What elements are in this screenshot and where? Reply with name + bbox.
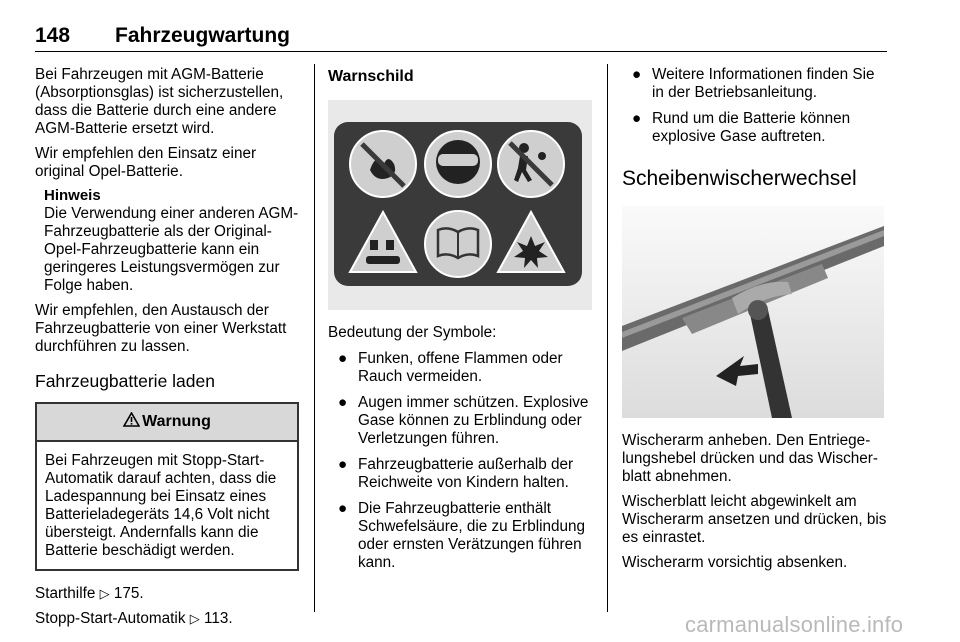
- paragraph: Bei Fahrzeugen mit AGM-Batterie (Absorptionsglas) ist sicherzustellen, dass die Batterie durch eine andere AGM-Batterie ersetzt wird.: [35, 66, 284, 137]
- list-item: ● Augen immer schützen. Explosive Gase können zu Erblindung oder Verletzungen führen.: [338, 394, 589, 447]
- reference-page[interactable]: 175.: [113, 585, 144, 602]
- column-divider: [607, 64, 608, 612]
- page-title: Fahrzeugwartung: [115, 24, 291, 47]
- warning-title: Warnung: [142, 413, 211, 430]
- column-left: [35, 66, 299, 628]
- read-manual-icon: [425, 211, 491, 277]
- battery-warning-sign-image: [328, 100, 592, 310]
- watermark: carmanualsonline.info: [685, 612, 904, 637]
- column-middle: [328, 66, 593, 572]
- note-text: Die Verwendung einer anderen AGM-Fahrzeugbatterie als der Original-Opel-Fahrzeugbatterie kann ein geringeres Leistungsvermögen zur Folge haben.: [44, 205, 299, 294]
- list-item: ● Funken, offene Flammen oder Rauch vermeiden.: [338, 350, 563, 385]
- section-heading: Fahrzeugbatterie laden: [35, 371, 215, 391]
- page-ref-arrow-icon: ▷: [189, 611, 200, 626]
- bullet-icon: ●: [632, 110, 642, 127]
- symbol-meaning-list: [328, 350, 593, 572]
- page-header: [35, 22, 887, 52]
- reference-page[interactable]: 113.: [203, 610, 233, 627]
- paragraph: Wischerarm vorsichtig absenken.: [622, 554, 848, 571]
- reference-label: Stopp-Start-Automatik: [35, 610, 186, 627]
- list-item: ● Fahrzeugbatterie außerhalb der Reichweite von Kindern halten.: [338, 456, 574, 491]
- eye-protection-icon: [425, 131, 491, 197]
- list-item: ● Rund um die Batterie können explosive Gase auftreten.: [632, 110, 851, 145]
- bullet-icon: ●: [632, 66, 642, 83]
- warning-box-body: [37, 442, 297, 569]
- list-item: ● Die Fahrzeugbatterie enthält Schwefelsäure, die zu Erblindung oder ernsten Verätzungen führen kann.: [338, 500, 586, 571]
- cross-reference: [35, 585, 299, 603]
- info-list: [622, 66, 888, 146]
- paragraph: Wischerblatt leicht abgewinkelt am Wischerarm ansetzen und drücken, bis es einrastet.: [622, 493, 887, 546]
- paragraph: Wischerarm anheben. Den Entriegelungshebel drücken und das Wischerblatt abnehmen.: [622, 432, 878, 485]
- page-number: 148: [35, 24, 71, 47]
- section-heading: Warnschild: [328, 68, 414, 85]
- cross-reference: [35, 610, 299, 628]
- bullet-icon: ●: [338, 350, 348, 367]
- bullet-icon: ●: [338, 394, 348, 411]
- wiper-blade-photo: [622, 206, 884, 418]
- column-divider: [314, 64, 315, 612]
- column-right: [622, 66, 888, 572]
- note-title: Hinweis: [44, 187, 101, 204]
- bullet-icon: ●: [338, 456, 348, 473]
- paragraph: Wir empfehlen den Einsatz einer original Opel-Batterie.: [35, 145, 257, 180]
- bullet-icon: ●: [338, 500, 348, 517]
- warning-box: [35, 402, 299, 571]
- keep-away-children-icon: [498, 131, 564, 197]
- warning-text: Bei Fahrzeugen mit Stopp-Start-Automatik darauf achten, dass die Ladespannung bei Einsatz eines Batterieladegeräts 14,6 Volt nicht übersteigt. Andernfalls kann die Batterie beschädigt werden.: [45, 452, 277, 559]
- list-item: ● Weitere Informationen finden Sie in der Betriebsanleitung.: [632, 66, 875, 101]
- section-heading: Scheibenwischerwechsel: [622, 167, 857, 190]
- warning-box-header: [37, 404, 297, 442]
- note-block: [44, 187, 299, 295]
- warning-triangle-icon: [123, 412, 140, 432]
- reference-label: Starthilfe: [35, 585, 96, 602]
- no-fire-icon: [350, 131, 416, 197]
- page-ref-arrow-icon: ▷: [99, 586, 110, 601]
- paragraph: Wir empfehlen, den Austausch der Fahrzeugbatterie von einer Werkstatt durchführen zu lassen.: [35, 302, 287, 355]
- paragraph: Bedeutung der Symbole:: [328, 324, 497, 341]
